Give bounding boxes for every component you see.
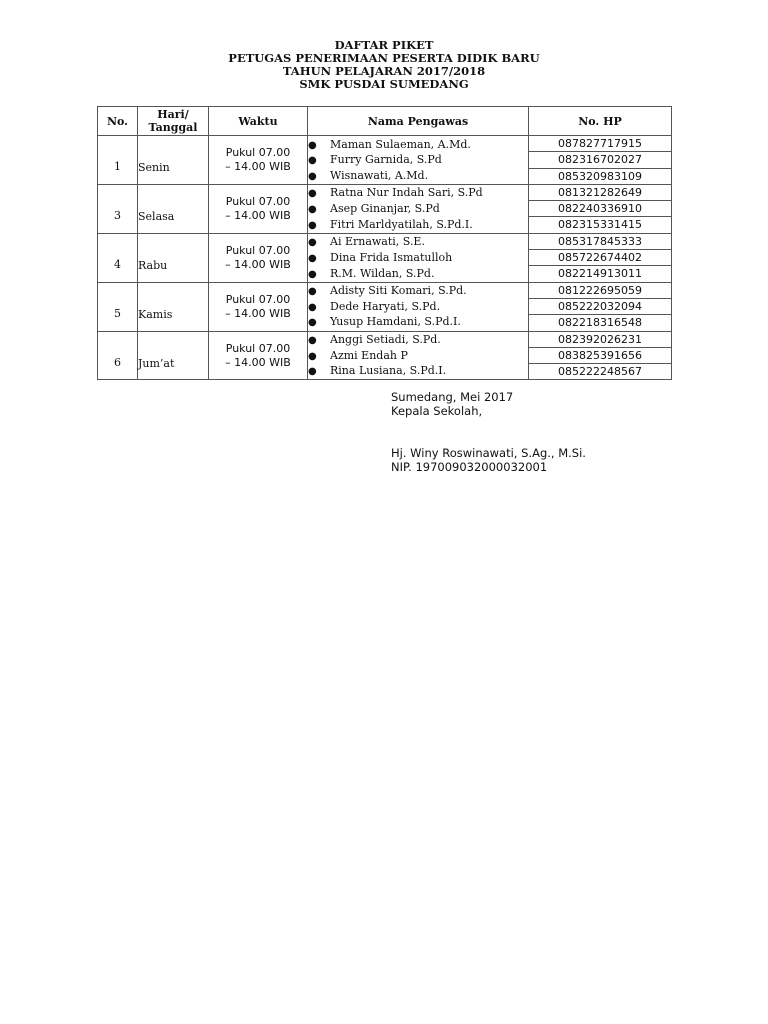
phone-number: 082392026231: [529, 332, 671, 348]
cell-hari: [138, 136, 209, 185]
bullet-icon: ●: [308, 268, 317, 280]
bullet-icon: ●: [308, 335, 317, 347]
bullet-icon: ●: [308, 317, 317, 329]
bullet-icon: ●: [308, 286, 317, 298]
time-start: Pukul 07.00: [225, 243, 291, 257]
doc-title: DAFTAR PIKET: [334, 38, 434, 52]
phone-number: 085317845333: [529, 234, 671, 250]
bullet-icon: ●: [308, 139, 317, 151]
supervisor-item: [308, 299, 528, 315]
signature-name: Hj. Winy Roswinawati, S.Ag., M.Si.: [391, 446, 586, 460]
day-name: Kamis: [138, 307, 173, 321]
cell-waktu: [209, 233, 308, 282]
supervisor-item: [308, 217, 528, 233]
header-hari-line2: Tanggal: [148, 121, 198, 134]
supervisor-item: [308, 137, 528, 153]
cell-nama: [308, 184, 529, 233]
day-name: Jum’at: [138, 356, 175, 370]
header-no: No.: [98, 107, 138, 136]
phone-number: 082214913011: [558, 267, 642, 281]
supervisor-name: Maman Sulaeman, A.Md.: [330, 137, 471, 151]
cell-waktu: [209, 282, 308, 331]
supervisor-item: [308, 250, 528, 266]
bullet-icon: ●: [308, 204, 317, 216]
phone-number: 085722674402: [529, 250, 671, 266]
supervisor-name: Azmi Endah P: [330, 348, 408, 362]
table-row: [98, 331, 672, 380]
phone-number: 082218316548: [558, 316, 642, 330]
supervisor-name: Dina Frida Ismatulloh: [330, 250, 453, 264]
bullet-icon: ●: [308, 252, 317, 264]
phone-number: 087827717915: [529, 136, 671, 152]
cell-no: [98, 184, 138, 233]
bullet-icon: ●: [308, 170, 317, 182]
supervisor-name: Rina Lusiana, S.Pd.I.: [330, 364, 447, 378]
supervisor-item: [308, 234, 528, 250]
bullet-icon: ●: [308, 366, 317, 378]
supervisor-list: [308, 137, 528, 184]
phone-number: 085320983109: [558, 169, 642, 183]
phone-number: 082316702027: [529, 152, 671, 168]
day-name: Senin: [138, 160, 170, 174]
supervisor-name: Asep Ginanjar, S.Pd: [330, 202, 440, 216]
time-end: – 14.00 WIB: [225, 159, 291, 173]
bullet-icon: ●: [308, 219, 317, 231]
cell-hari: [138, 331, 209, 380]
table-row: [98, 136, 672, 185]
cell-nama: [308, 331, 529, 380]
cell-hari: [138, 184, 209, 233]
row-number: 3: [114, 209, 121, 223]
cell-hp: [529, 184, 672, 233]
supervisor-item: [308, 283, 528, 299]
phone-number: 085222032094: [529, 299, 671, 315]
cell-waktu: [209, 136, 308, 185]
header-hari-line1: Hari/: [157, 108, 189, 121]
supervisor-item: [308, 363, 528, 379]
supervisor-item: [308, 332, 528, 348]
doc-school: SMK PUSDAI SUMEDANG: [299, 77, 469, 91]
signature-role: Kepala Sekolah,: [391, 404, 483, 418]
supervisor-name: Furry Garnida, S.Pd: [330, 153, 442, 167]
cell-no: [98, 136, 138, 185]
doc-subtitle: PETUGAS PENERIMAAN PESERTA DIDIK BARU: [228, 51, 540, 65]
bullet-icon: ●: [308, 350, 317, 362]
time-end: – 14.00 WIB: [225, 208, 291, 222]
table-row: [98, 184, 672, 233]
bullet-icon: ●: [308, 155, 317, 167]
signature-place-date: Sumedang, Mei 2017: [391, 390, 514, 404]
supervisor-item: [308, 185, 528, 201]
bullet-icon: ●: [308, 301, 317, 313]
supervisor-name: Wisnawati, A.Md.: [330, 168, 429, 182]
time-end: – 14.00 WIB: [225, 257, 291, 271]
cell-hp: [529, 233, 672, 282]
time-start: Pukul 07.00: [225, 341, 291, 355]
supervisor-item: [308, 314, 528, 330]
time-start: Pukul 07.00: [225, 194, 291, 208]
supervisor-list: [308, 185, 528, 232]
cell-nama: [308, 136, 529, 185]
supervisor-name: Adisty Siti Komari, S.Pd.: [330, 284, 467, 298]
phone-number: 081321282649: [529, 185, 671, 201]
time-start: Pukul 07.00: [225, 145, 291, 159]
header-hari: [138, 107, 209, 136]
bullet-icon: ●: [308, 188, 317, 200]
cell-hp: [529, 136, 672, 185]
signature-nip: NIP. 197009032000032001: [391, 460, 548, 474]
doc-year: TAHUN PELAJARAN 2017/2018: [282, 64, 486, 78]
supervisor-item: [308, 152, 528, 168]
supervisor-item: [308, 348, 528, 364]
supervisor-name: Dede Haryati, S.Pd.: [330, 299, 441, 313]
header-nama: Nama Pengawas: [308, 107, 529, 136]
cell-waktu: [209, 331, 308, 380]
cell-no: [98, 331, 138, 380]
table-header-row: [98, 107, 672, 136]
row-number: 6: [114, 356, 121, 369]
table-row: [98, 233, 672, 282]
cell-hari: [138, 233, 209, 282]
day-name: Selasa: [138, 209, 175, 223]
header-waktu: Waktu: [209, 107, 308, 136]
phone-number: 082315331415: [558, 218, 642, 232]
row-number: 1: [114, 160, 121, 174]
day-name: Rabu: [138, 258, 168, 272]
supervisor-name: R.M. Wildan, S.Pd.: [330, 266, 435, 280]
supervisor-item: [308, 266, 528, 282]
supervisor-name: Yusup Hamdani, S.Pd.I.: [330, 315, 461, 329]
supervisor-item: [308, 168, 528, 184]
phone-number: 081222695059: [529, 283, 671, 299]
supervisor-item: [308, 201, 528, 217]
cell-hari: [138, 282, 209, 331]
duty-table: [97, 106, 672, 380]
supervisor-name: Ai Ernawati, S.E.: [330, 235, 425, 249]
supervisor-list: [308, 283, 528, 330]
time-end: – 14.00 WIB: [225, 355, 291, 369]
supervisor-name: Fitri Marldyatilah, S.Pd.I.: [330, 217, 473, 231]
header-hp: No. HP: [529, 107, 672, 136]
table-row: [98, 282, 672, 331]
cell-no: [98, 233, 138, 282]
phone-number: 082240336910: [529, 201, 671, 217]
cell-nama: [308, 233, 529, 282]
cell-nama: [308, 282, 529, 331]
supervisor-list: [308, 332, 528, 379]
phone-number: 083825391656: [529, 348, 671, 364]
cell-hp: [529, 331, 672, 380]
cell-hp: [529, 282, 672, 331]
row-number: 4: [114, 258, 121, 272]
supervisor-list: [308, 234, 528, 281]
time-end: – 14.00 WIB: [225, 306, 291, 320]
cell-waktu: [209, 184, 308, 233]
time-start: Pukul 07.00: [225, 292, 291, 306]
phone-number: 085222248567: [558, 365, 642, 379]
bullet-icon: ●: [308, 237, 317, 249]
row-number: 5: [114, 307, 121, 321]
cell-no: [98, 282, 138, 331]
supervisor-name: Ratna Nur Indah Sari, S.Pd: [330, 186, 483, 200]
supervisor-name: Anggi Setiadi, S.Pd.: [330, 333, 441, 347]
